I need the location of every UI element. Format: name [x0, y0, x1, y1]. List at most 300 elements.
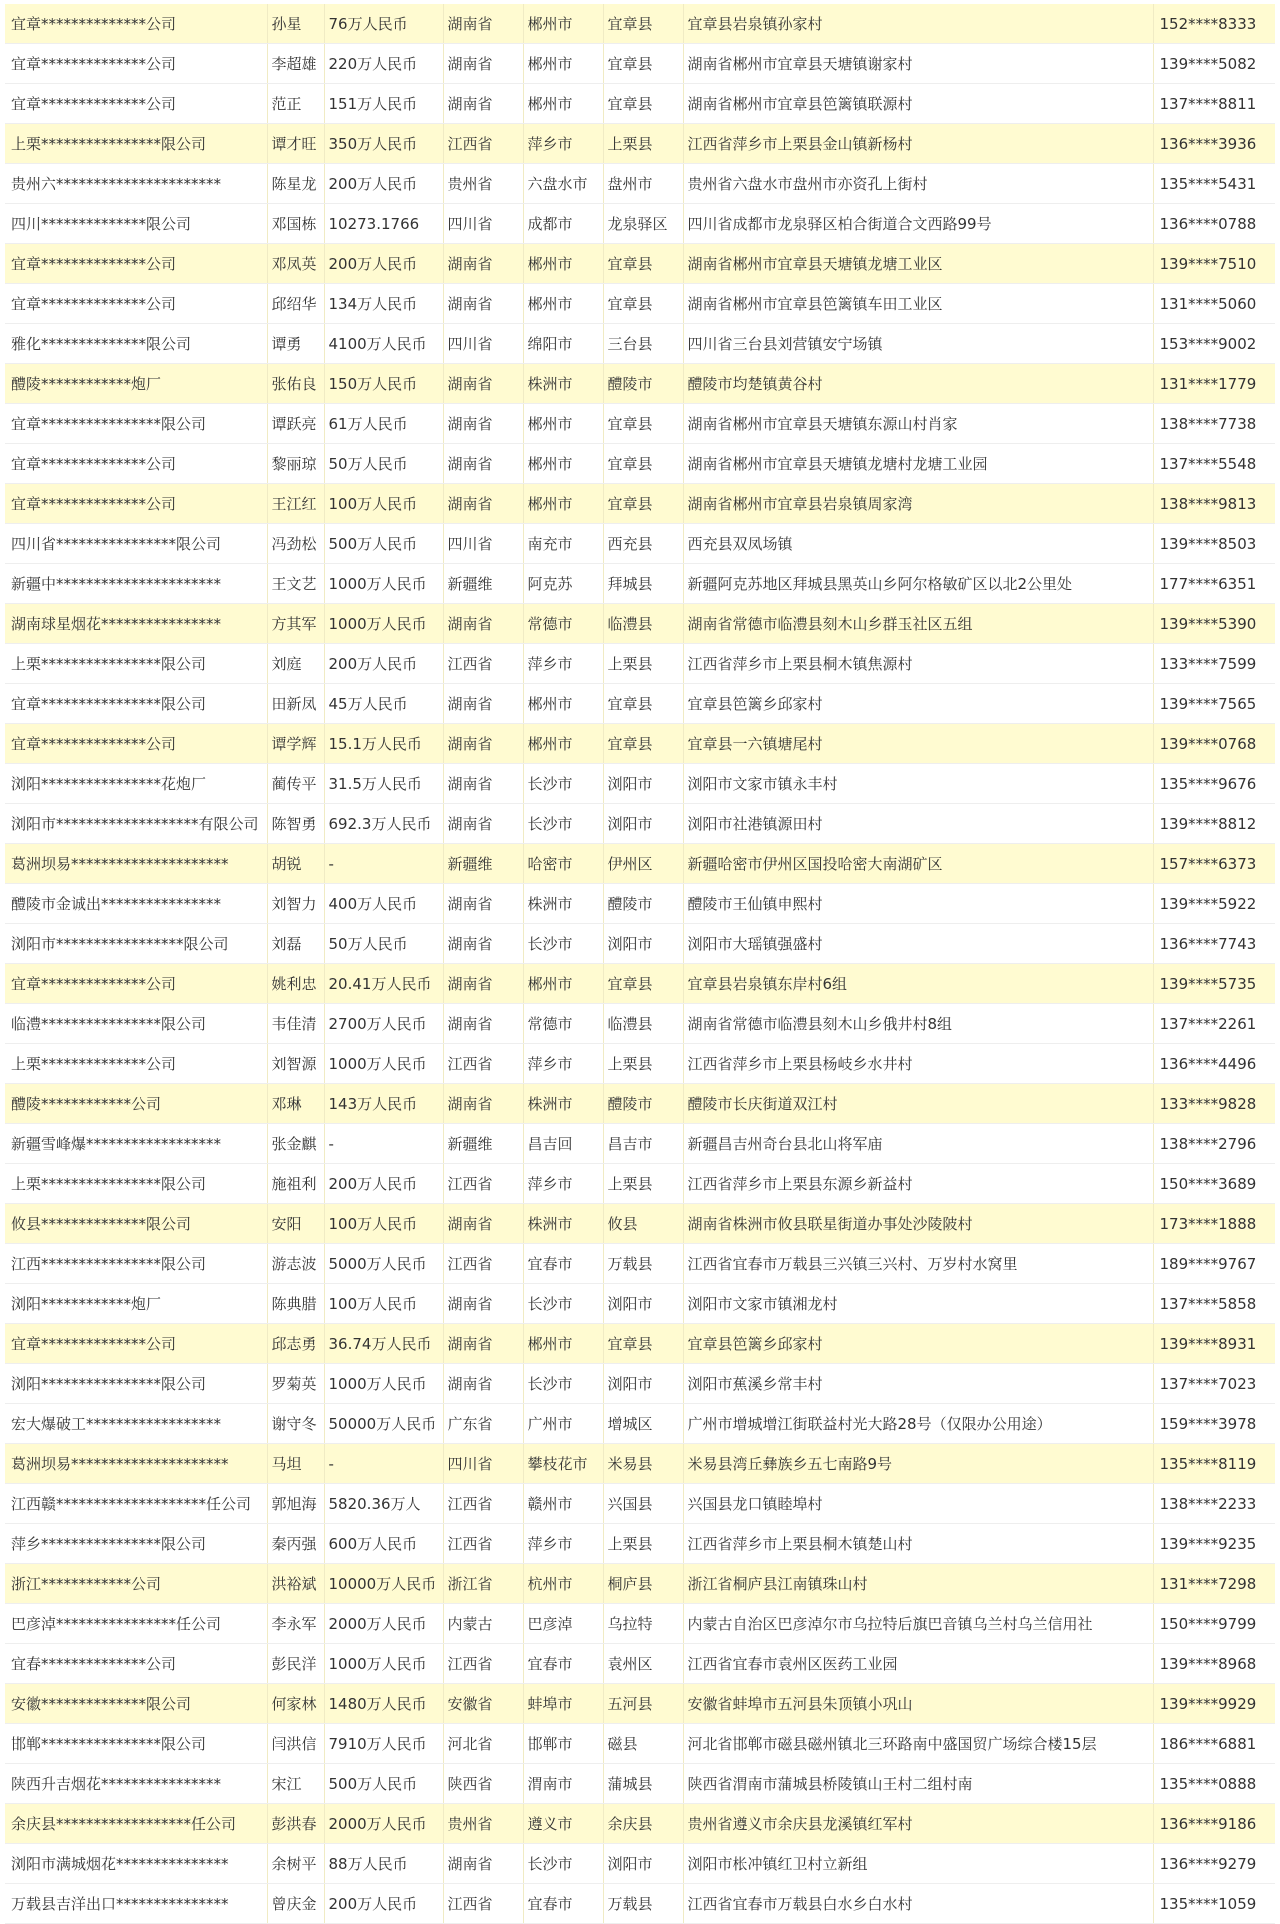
phone-cell: 135****9676 [1153, 764, 1275, 804]
phone-cell: 139****7565 [1153, 684, 1275, 724]
table-row [5, 1764, 1275, 1804]
address-cell: 安徽省蚌埠市五河县朱顶镇小巩山 [683, 1684, 1153, 1724]
company-name-cell: 浏阳****************花炮厂 [5, 764, 267, 804]
city-cell: 南充市 [523, 524, 603, 564]
address-cell: 湖南省郴州市宜章县岩泉镇周家湾 [683, 484, 1153, 524]
city-cell: 蚌埠市 [523, 1684, 603, 1724]
phone-cell: 137****5858 [1153, 1284, 1275, 1324]
city-cell: 郴州市 [523, 484, 603, 524]
address-cell: 江西省萍乡市上栗县桐木镇楚山村 [683, 1524, 1153, 1564]
phone-cell: 138****7738 [1153, 404, 1275, 444]
phone-cell: 173****1888 [1153, 1204, 1275, 1244]
company-name-cell: 宜章**************公司 [5, 724, 267, 764]
table-row [5, 1564, 1275, 1604]
city-cell: 长沙市 [523, 764, 603, 804]
city-cell: 广州市 [523, 1404, 603, 1444]
phone-cell: 139****5390 [1153, 604, 1275, 644]
contact-person-cell: 余树平 [267, 1844, 324, 1884]
city-cell: 邯郸市 [523, 1724, 603, 1764]
registered-capital-cell: 500万人民币 [324, 524, 443, 564]
province-cell: 江西省 [443, 1644, 523, 1684]
company-name-cell: 宜章**************公司 [5, 4, 267, 44]
contact-person-cell: 蔺传平 [267, 764, 324, 804]
registered-capital-cell: 134万人民币 [324, 284, 443, 324]
address-cell: 醴陵市长庆街道双江村 [683, 1084, 1153, 1124]
table-row [5, 1684, 1275, 1724]
table-row [5, 684, 1275, 724]
registered-capital-cell: 50万人民币 [324, 444, 443, 484]
contact-person-cell: 闫洪信 [267, 1724, 324, 1764]
registered-capital-cell: 31.5万人民币 [324, 764, 443, 804]
table-row [5, 524, 1275, 564]
county-cell: 伊州区 [603, 844, 683, 884]
county-cell: 醴陵市 [603, 884, 683, 924]
county-cell: 上栗县 [603, 1524, 683, 1564]
city-cell: 郴州市 [523, 684, 603, 724]
address-cell: 湖南省郴州市宜章县笆篱镇联源村 [683, 84, 1153, 124]
registered-capital-cell: 45万人民币 [324, 684, 443, 724]
county-cell: 五河县 [603, 1684, 683, 1724]
province-cell: 贵州省 [443, 1804, 523, 1844]
city-cell: 遵义市 [523, 1804, 603, 1844]
county-cell: 宜章县 [603, 44, 683, 84]
contact-person-cell: 孙星 [267, 4, 324, 44]
contact-person-cell: 刘智力 [267, 884, 324, 924]
province-cell: 江西省 [443, 124, 523, 164]
county-cell: 宜章县 [603, 244, 683, 284]
registered-capital-cell: 10273.1766 [324, 204, 443, 244]
phone-cell: 139****7510 [1153, 244, 1275, 284]
registered-capital-cell: 600万人民币 [324, 1524, 443, 1564]
city-cell: 郴州市 [523, 1324, 603, 1364]
province-cell: 江西省 [443, 644, 523, 684]
county-cell: 临澧县 [603, 1004, 683, 1044]
registered-capital-cell: - [324, 1124, 443, 1164]
table-row [5, 1404, 1275, 1444]
province-cell: 湖南省 [443, 804, 523, 844]
province-cell: 湖南省 [443, 604, 523, 644]
city-cell: 昌吉回 [523, 1124, 603, 1164]
contact-person-cell: 方其军 [267, 604, 324, 644]
city-cell: 绵阳市 [523, 324, 603, 364]
registered-capital-cell: 88万人民币 [324, 1844, 443, 1884]
address-cell: 浏阳市文家市镇湘龙村 [683, 1284, 1153, 1324]
address-cell: 宜章县岩泉镇孙家村 [683, 4, 1153, 44]
province-cell: 广东省 [443, 1404, 523, 1444]
registered-capital-cell: 36.74万人民币 [324, 1324, 443, 1364]
registered-capital-cell: 1480万人民币 [324, 1684, 443, 1724]
table-row [5, 644, 1275, 684]
province-cell: 内蒙古 [443, 1604, 523, 1644]
table-row [5, 924, 1275, 964]
registered-capital-cell: - [324, 844, 443, 884]
contact-person-cell: 胡锐 [267, 844, 324, 884]
county-cell: 宜章县 [603, 724, 683, 764]
table-body [5, 4, 1275, 1924]
registered-capital-cell: 5820.36万人 [324, 1484, 443, 1524]
company-name-cell: 葛洲坝易********************* [5, 1444, 267, 1484]
table-row [5, 1044, 1275, 1084]
province-cell: 湖南省 [443, 1324, 523, 1364]
table-row [5, 4, 1275, 44]
company-name-cell: 安徽**************限公司 [5, 1684, 267, 1724]
address-cell: 贵州省遵义市余庆县龙溪镇红军村 [683, 1804, 1153, 1844]
table-row [5, 1444, 1275, 1484]
contact-person-cell: 王文艺 [267, 564, 324, 604]
county-cell: 桐庐县 [603, 1564, 683, 1604]
address-cell: 醴陵市均楚镇黄谷村 [683, 364, 1153, 404]
table-row [5, 444, 1275, 484]
company-table [5, 4, 1275, 1924]
contact-person-cell: 刘磊 [267, 924, 324, 964]
registered-capital-cell: 500万人民币 [324, 1764, 443, 1804]
table-row [5, 844, 1275, 884]
city-cell: 渭南市 [523, 1764, 603, 1804]
company-name-cell: 巴彦淖****************任公司 [5, 1604, 267, 1644]
phone-cell: 135****0888 [1153, 1764, 1275, 1804]
province-cell: 湖南省 [443, 724, 523, 764]
phone-cell: 136****9279 [1153, 1844, 1275, 1884]
city-cell: 长沙市 [523, 924, 603, 964]
county-cell: 宜章县 [603, 284, 683, 324]
table-row [5, 564, 1275, 604]
registered-capital-cell: 151万人民币 [324, 84, 443, 124]
province-cell: 湖南省 [443, 1284, 523, 1324]
registered-capital-cell: 220万人民币 [324, 44, 443, 84]
table-row [5, 1484, 1275, 1524]
city-cell: 萍乡市 [523, 644, 603, 684]
phone-cell: 131****5060 [1153, 284, 1275, 324]
registered-capital-cell: 692.3万人民币 [324, 804, 443, 844]
address-cell: 江西省宜春市袁州区医药工业园 [683, 1644, 1153, 1684]
registered-capital-cell: 1000万人民币 [324, 604, 443, 644]
table-row [5, 244, 1275, 284]
county-cell: 万载县 [603, 1244, 683, 1284]
city-cell: 长沙市 [523, 1284, 603, 1324]
company-name-cell: 醴陵市金诚出**************** [5, 884, 267, 924]
contact-person-cell: 曾庆金 [267, 1884, 324, 1924]
phone-cell: 139****5735 [1153, 964, 1275, 1004]
address-cell: 新疆昌吉州奇台县北山将军庙 [683, 1124, 1153, 1164]
county-cell: 浏阳市 [603, 924, 683, 964]
city-cell: 株洲市 [523, 364, 603, 404]
county-cell: 浏阳市 [603, 764, 683, 804]
county-cell: 万载县 [603, 1884, 683, 1924]
city-cell: 郴州市 [523, 964, 603, 1004]
phone-cell: 136****7743 [1153, 924, 1275, 964]
address-cell: 湖南省郴州市宜章县天塘镇谢家村 [683, 44, 1153, 84]
address-cell: 江西省宜春市万载县白水乡白水村 [683, 1884, 1153, 1924]
registered-capital-cell: 400万人民币 [324, 884, 443, 924]
address-cell: 河北省邯郸市磁县磁州镇北三环路南中盛国贸广场综合楼15层 [683, 1724, 1153, 1764]
company-name-cell: 陕西升吉烟花**************** [5, 1764, 267, 1804]
phone-cell: 138****2233 [1153, 1484, 1275, 1524]
city-cell: 宜春市 [523, 1884, 603, 1924]
contact-person-cell: 洪裕斌 [267, 1564, 324, 1604]
contact-person-cell: 田新凤 [267, 684, 324, 724]
county-cell: 醴陵市 [603, 1084, 683, 1124]
table-row [5, 884, 1275, 924]
contact-person-cell: 宋江 [267, 1764, 324, 1804]
registered-capital-cell: 61万人民币 [324, 404, 443, 444]
company-name-cell: 新疆雪峰爆****************** [5, 1124, 267, 1164]
address-cell: 湖南省郴州市宜章县天塘镇龙塘工业区 [683, 244, 1153, 284]
city-cell: 宜春市 [523, 1244, 603, 1284]
contact-person-cell: 邱志勇 [267, 1324, 324, 1364]
table-row [5, 1644, 1275, 1684]
province-cell: 湖南省 [443, 684, 523, 724]
registered-capital-cell: 1000万人民币 [324, 1044, 443, 1084]
county-cell: 余庆县 [603, 1804, 683, 1844]
city-cell: 株洲市 [523, 1204, 603, 1244]
contact-person-cell: 李永军 [267, 1604, 324, 1644]
phone-cell: 138****9813 [1153, 484, 1275, 524]
table-row [5, 1284, 1275, 1324]
phone-cell: 131****1779 [1153, 364, 1275, 404]
table-row [5, 284, 1275, 324]
city-cell: 郴州市 [523, 444, 603, 484]
registered-capital-cell: 200万人民币 [324, 164, 443, 204]
company-name-cell: 贵州六********************** [5, 164, 267, 204]
company-name-cell: 湖南球星烟花**************** [5, 604, 267, 644]
registered-capital-cell: 100万人民币 [324, 1284, 443, 1324]
province-cell: 贵州省 [443, 164, 523, 204]
table-row [5, 1724, 1275, 1764]
phone-cell: 135****8119 [1153, 1444, 1275, 1484]
province-cell: 新疆维 [443, 1124, 523, 1164]
phone-cell: 136****4496 [1153, 1044, 1275, 1084]
company-name-cell: 宜章**************公司 [5, 964, 267, 1004]
phone-cell: 137****2261 [1153, 1004, 1275, 1044]
province-cell: 湖南省 [443, 444, 523, 484]
table-row [5, 324, 1275, 364]
table-row [5, 124, 1275, 164]
phone-cell: 137****8811 [1153, 84, 1275, 124]
registered-capital-cell: 143万人民币 [324, 1084, 443, 1124]
address-cell: 江西省萍乡市上栗县东源乡新益村 [683, 1164, 1153, 1204]
province-cell: 四川省 [443, 524, 523, 564]
province-cell: 江西省 [443, 1524, 523, 1564]
registered-capital-cell: 5000万人民币 [324, 1244, 443, 1284]
city-cell: 郴州市 [523, 44, 603, 84]
address-cell: 兴国县龙口镇睦埠村 [683, 1484, 1153, 1524]
company-name-cell: 浏阳市满城烟花*************** [5, 1844, 267, 1884]
company-name-cell: 宜章****************限公司 [5, 684, 267, 724]
phone-cell: 131****7298 [1153, 1564, 1275, 1604]
company-name-cell: 宜章**************公司 [5, 284, 267, 324]
city-cell: 郴州市 [523, 84, 603, 124]
registered-capital-cell: 1000万人民币 [324, 1364, 443, 1404]
province-cell: 湖南省 [443, 1084, 523, 1124]
address-cell: 四川省成都市龙泉驿区柏合街道合文西路99号 [683, 204, 1153, 244]
county-cell: 上栗县 [603, 1044, 683, 1084]
company-name-cell: 浙江************公司 [5, 1564, 267, 1604]
table-row [5, 1124, 1275, 1164]
province-cell: 新疆维 [443, 844, 523, 884]
contact-person-cell: 施祖利 [267, 1164, 324, 1204]
company-name-cell: 宜章**************公司 [5, 1324, 267, 1364]
city-cell: 哈密市 [523, 844, 603, 884]
address-cell: 宜章县笆篱乡邱家村 [683, 1324, 1153, 1364]
county-cell: 米易县 [603, 1444, 683, 1484]
phone-cell: 133****7599 [1153, 644, 1275, 684]
province-cell: 江西省 [443, 1164, 523, 1204]
registered-capital-cell: 1000万人民币 [324, 1644, 443, 1684]
province-cell: 湖南省 [443, 364, 523, 404]
address-cell: 湖南省郴州市宜章县天塘镇龙塘村龙塘工业园 [683, 444, 1153, 484]
registered-capital-cell: 100万人民币 [324, 484, 443, 524]
table-row [5, 1164, 1275, 1204]
address-cell: 浏阳市社港镇源田村 [683, 804, 1153, 844]
county-cell: 宜章县 [603, 404, 683, 444]
county-cell: 宜章县 [603, 484, 683, 524]
company-name-cell: 上栗****************限公司 [5, 124, 267, 164]
table-row [5, 764, 1275, 804]
address-cell: 浏阳市文家市镇永丰村 [683, 764, 1153, 804]
province-cell: 湖南省 [443, 1204, 523, 1244]
table-row [5, 1084, 1275, 1124]
contact-person-cell: 王江红 [267, 484, 324, 524]
table-row [5, 1204, 1275, 1244]
company-name-cell: 醴陵************炮厂 [5, 364, 267, 404]
address-cell: 内蒙古自治区巴彦淖尔市乌拉特后旗巴音镇乌兰村乌兰信用社 [683, 1604, 1153, 1644]
county-cell: 西充县 [603, 524, 683, 564]
province-cell: 湖南省 [443, 404, 523, 444]
registered-capital-cell: 2000万人民币 [324, 1604, 443, 1644]
province-cell: 四川省 [443, 204, 523, 244]
phone-cell: 139****0768 [1153, 724, 1275, 764]
province-cell: 湖南省 [443, 1364, 523, 1404]
address-cell: 浙江省桐庐县江南镇珠山村 [683, 1564, 1153, 1604]
company-name-cell: 宜章**************公司 [5, 484, 267, 524]
company-name-cell: 宜章**************公司 [5, 244, 267, 284]
phone-cell: 186****6881 [1153, 1724, 1275, 1764]
city-cell: 常德市 [523, 604, 603, 644]
contact-person-cell: 李超雄 [267, 44, 324, 84]
city-cell: 萍乡市 [523, 1044, 603, 1084]
contact-person-cell: 邓凤英 [267, 244, 324, 284]
company-name-cell: 邯郸****************限公司 [5, 1724, 267, 1764]
company-name-cell: 浏阳市*******************有限公司 [5, 804, 267, 844]
province-cell: 湖南省 [443, 764, 523, 804]
registered-capital-cell: 20.41万人民币 [324, 964, 443, 1004]
contact-person-cell: 邱绍华 [267, 284, 324, 324]
address-cell: 浏阳市枨冲镇红卫村立新组 [683, 1844, 1153, 1884]
city-cell: 赣州市 [523, 1484, 603, 1524]
address-cell: 江西省萍乡市上栗县杨岐乡水井村 [683, 1044, 1153, 1084]
county-cell: 袁州区 [603, 1644, 683, 1684]
phone-cell: 135****5431 [1153, 164, 1275, 204]
phone-cell: 139****8812 [1153, 804, 1275, 844]
company-name-cell: 醴陵************公司 [5, 1084, 267, 1124]
phone-cell: 136****9186 [1153, 1804, 1275, 1844]
province-cell: 江西省 [443, 1044, 523, 1084]
table-row [5, 364, 1275, 404]
county-cell: 乌拉特 [603, 1604, 683, 1644]
phone-cell: 139****5922 [1153, 884, 1275, 924]
company-name-cell: 攸县**************限公司 [5, 1204, 267, 1244]
county-cell: 三台县 [603, 324, 683, 364]
table-row [5, 164, 1275, 204]
contact-person-cell: 谢守冬 [267, 1404, 324, 1444]
table-row [5, 1844, 1275, 1884]
province-cell: 河北省 [443, 1724, 523, 1764]
contact-person-cell: 陈星龙 [267, 164, 324, 204]
province-cell: 湖南省 [443, 1004, 523, 1044]
contact-person-cell: 谭学辉 [267, 724, 324, 764]
county-cell: 浏阳市 [603, 1364, 683, 1404]
county-cell: 增城区 [603, 1404, 683, 1444]
company-name-cell: 宏大爆破工****************** [5, 1404, 267, 1444]
registered-capital-cell: 200万人民币 [324, 244, 443, 284]
address-cell: 湖南省郴州市宜章县笆篱镇车田工业区 [683, 284, 1153, 324]
table-row [5, 1004, 1275, 1044]
table-row [5, 804, 1275, 844]
address-cell: 江西省萍乡市上栗县金山镇新杨村 [683, 124, 1153, 164]
province-cell: 湖南省 [443, 4, 523, 44]
city-cell: 萍乡市 [523, 124, 603, 164]
province-cell: 新疆维 [443, 564, 523, 604]
company-name-cell: 浏阳市*****************限公司 [5, 924, 267, 964]
contact-person-cell: 秦丙强 [267, 1524, 324, 1564]
registered-capital-cell: 100万人民币 [324, 1204, 443, 1244]
phone-cell: 153****9002 [1153, 324, 1275, 364]
address-cell: 浏阳市蕉溪乡常丰村 [683, 1364, 1153, 1404]
registered-capital-cell: 15.1万人民币 [324, 724, 443, 764]
table-row [5, 964, 1275, 1004]
city-cell: 常德市 [523, 1004, 603, 1044]
address-cell: 浏阳市大瑶镇强盛村 [683, 924, 1153, 964]
contact-person-cell: 谭跃亮 [267, 404, 324, 444]
county-cell: 浏阳市 [603, 1844, 683, 1884]
province-cell: 湖南省 [443, 84, 523, 124]
province-cell: 江西省 [443, 1484, 523, 1524]
registered-capital-cell: 200万人民币 [324, 644, 443, 684]
address-cell: 湖南省常德市临澧县刻木山乡俄井村8组 [683, 1004, 1153, 1044]
contact-person-cell: 姚利忠 [267, 964, 324, 1004]
province-cell: 四川省 [443, 1444, 523, 1484]
table-row [5, 1804, 1275, 1844]
city-cell: 长沙市 [523, 804, 603, 844]
province-cell: 湖南省 [443, 284, 523, 324]
table-row [5, 84, 1275, 124]
registered-capital-cell: 2700万人民币 [324, 1004, 443, 1044]
contact-person-cell: 韦佳清 [267, 1004, 324, 1044]
city-cell: 六盘水市 [523, 164, 603, 204]
company-name-cell: 万载县吉洋出口*************** [5, 1884, 267, 1924]
registered-capital-cell: 350万人民币 [324, 124, 443, 164]
company-name-cell: 四川省****************限公司 [5, 524, 267, 564]
contact-person-cell: 郭旭海 [267, 1484, 324, 1524]
province-cell: 湖南省 [443, 884, 523, 924]
county-cell: 蒲城县 [603, 1764, 683, 1804]
address-cell: 广州市增城增江街联益村光大路28号（仅限办公用途） [683, 1404, 1153, 1444]
registered-capital-cell: 76万人民币 [324, 4, 443, 44]
registered-capital-cell: 200万人民币 [324, 1884, 443, 1924]
address-cell: 米易县湾丘彝族乡五七南路9号 [683, 1444, 1153, 1484]
county-cell: 龙泉驿区 [603, 204, 683, 244]
phone-cell: 136****0788 [1153, 204, 1275, 244]
city-cell: 郴州市 [523, 244, 603, 284]
address-cell: 江西省萍乡市上栗县桐木镇焦源村 [683, 644, 1153, 684]
contact-person-cell: 罗菊英 [267, 1364, 324, 1404]
phone-cell: 139****8968 [1153, 1644, 1275, 1684]
county-cell: 昌吉市 [603, 1124, 683, 1164]
city-cell: 阿克苏 [523, 564, 603, 604]
contact-person-cell: 黎丽琼 [267, 444, 324, 484]
city-cell: 郴州市 [523, 724, 603, 764]
company-name-cell: 新疆中********************** [5, 564, 267, 604]
